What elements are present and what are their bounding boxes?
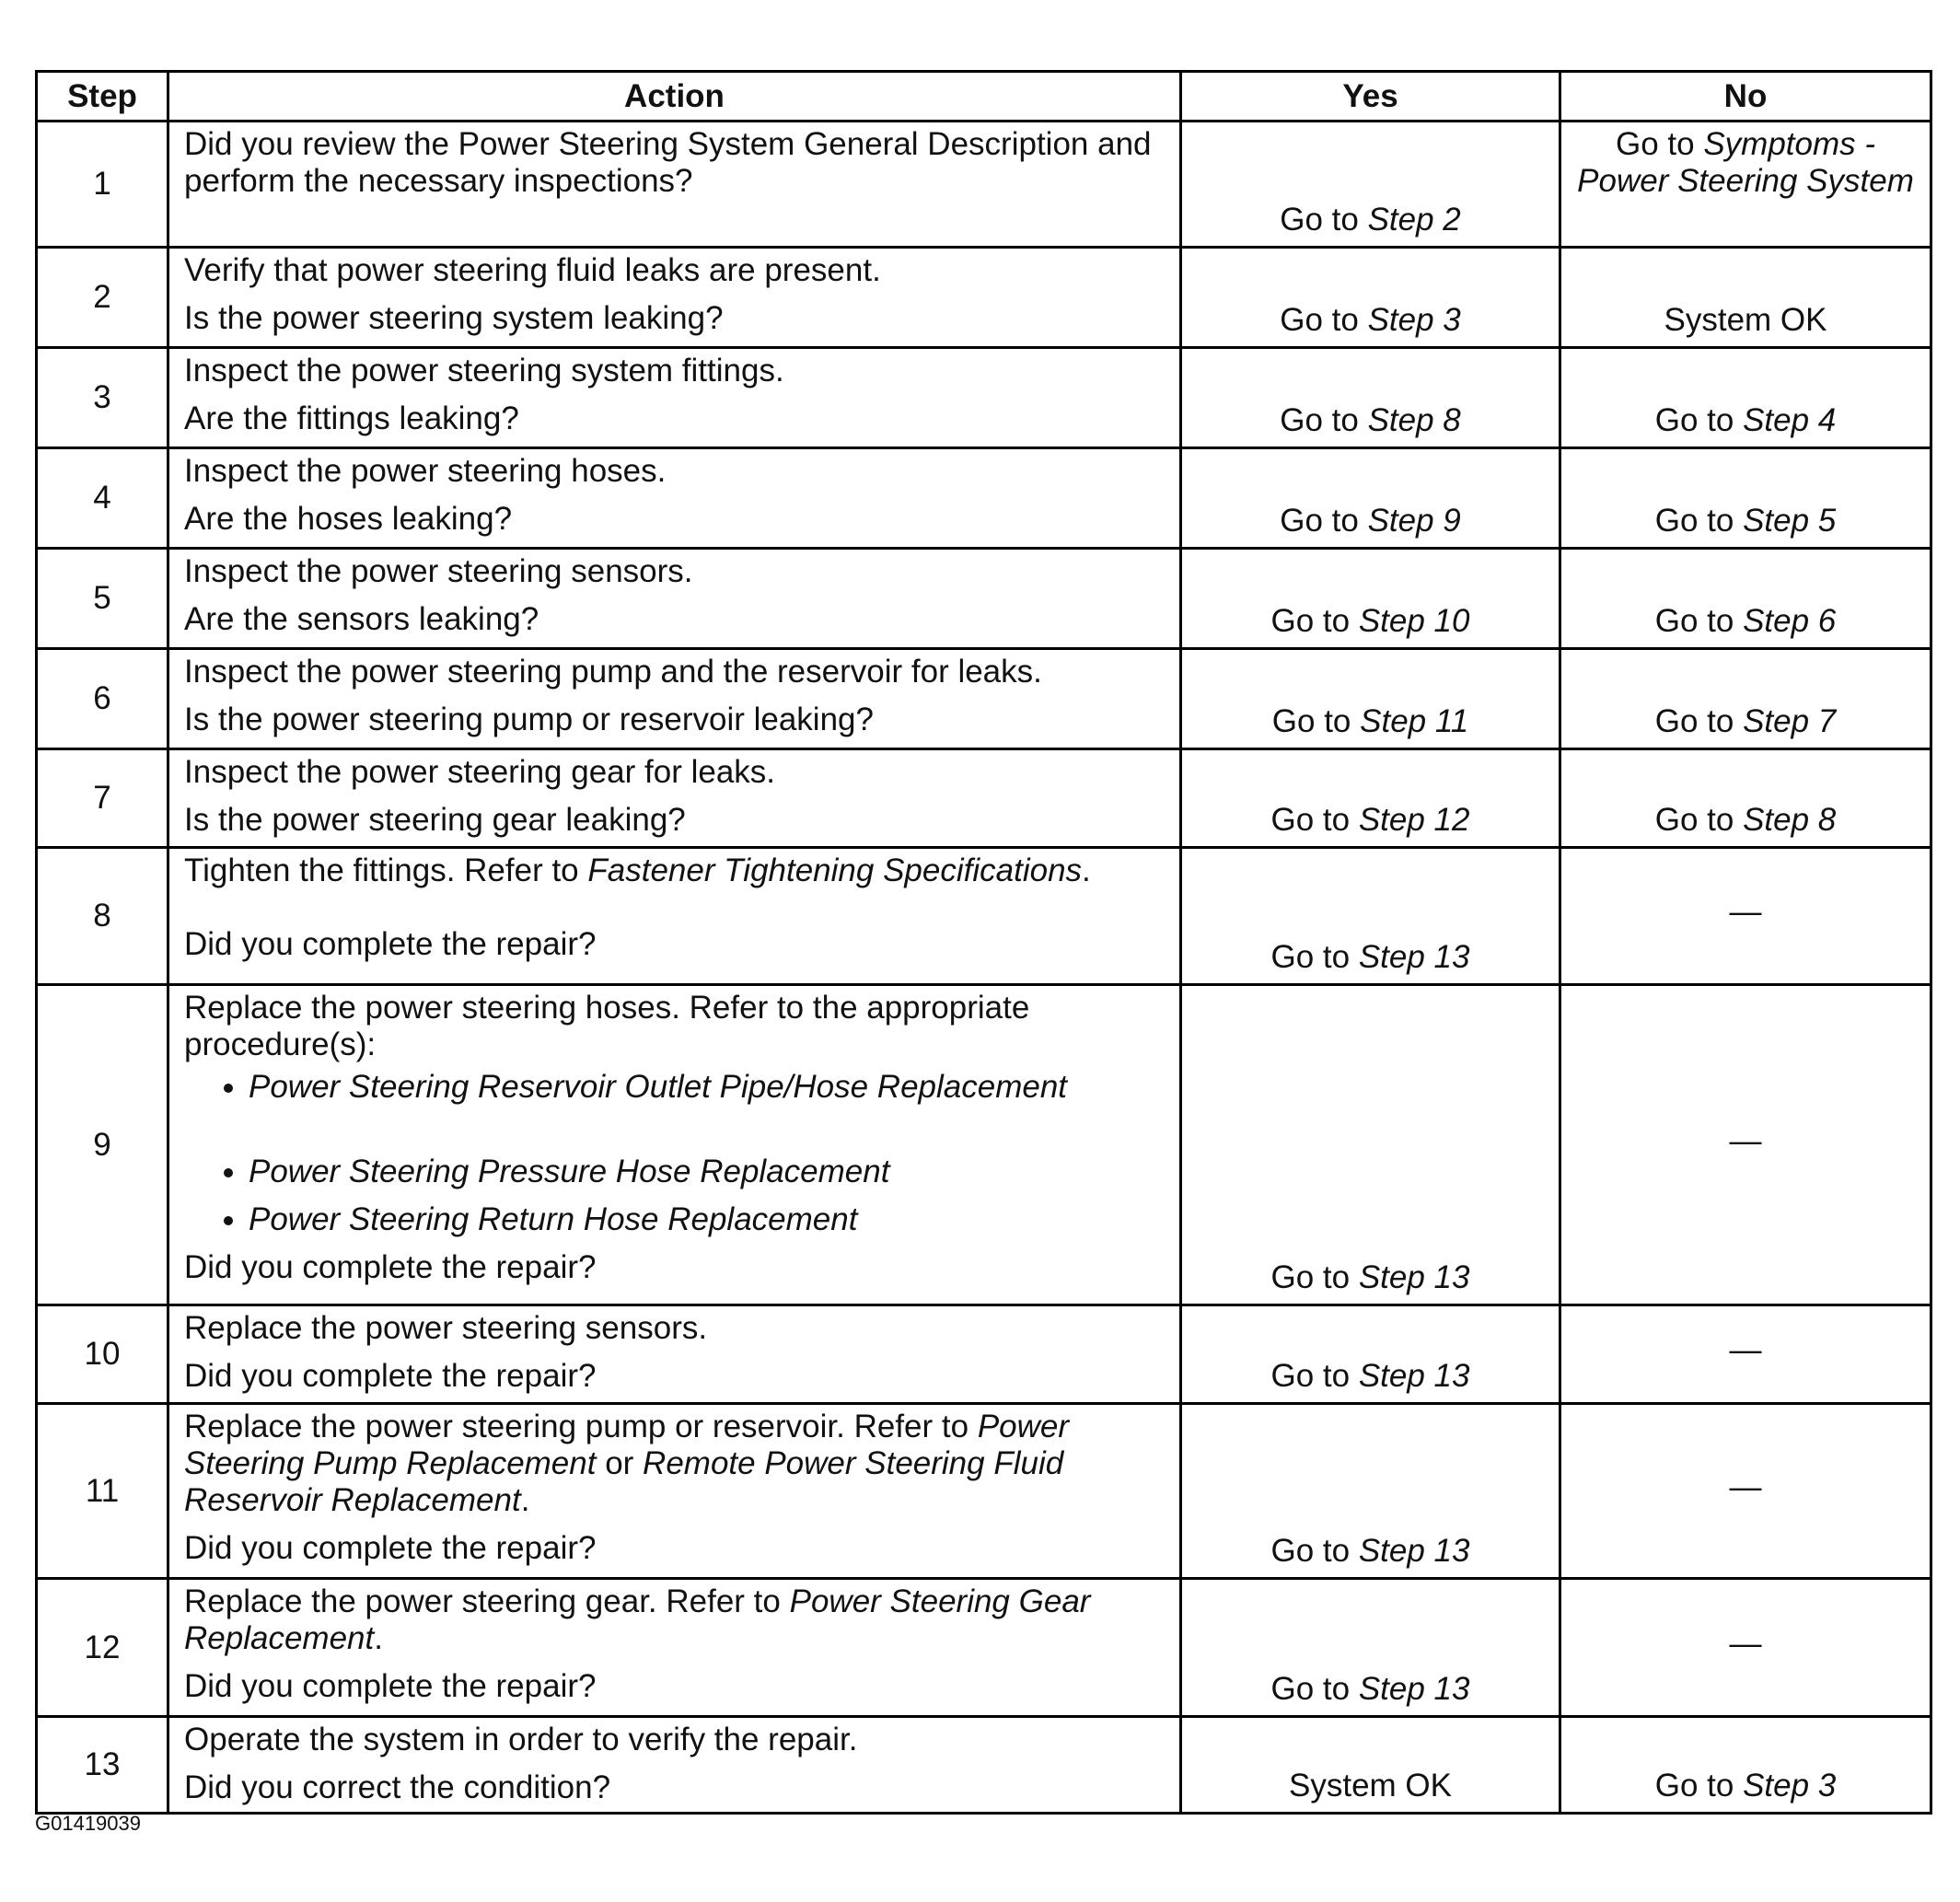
yes-step-ref: Step 8 [1367, 402, 1461, 438]
step-number: 2 [37, 248, 168, 348]
reference-link: Power Steering Gear Replacement [184, 1583, 1091, 1656]
step-number: 6 [37, 649, 168, 749]
no-cell: — [1560, 848, 1931, 985]
yes-cell [1181, 1404, 1560, 1579]
table-row [37, 348, 1931, 448]
step-number: 10 [37, 1305, 168, 1404]
yes-step-ref: Step 3 [1367, 302, 1461, 338]
action-prefix: Tighten the fittings. Refer to [184, 852, 588, 888]
step-number: 7 [37, 749, 168, 848]
yes-cell [1181, 749, 1560, 848]
yes-cell [1181, 848, 1560, 985]
figure-id: G01419039 [35, 1812, 141, 1835]
no-cell: — [1560, 985, 1931, 1305]
no-cell: — [1560, 1404, 1931, 1579]
action-text: Inspect the power steering gear for leaks. [184, 754, 776, 790]
yes-prefix: Go to [1280, 503, 1368, 539]
action-text: Replace the power steering sensors. [184, 1310, 708, 1346]
step-number: 9 [37, 985, 168, 1305]
yes-prefix: Go to [1270, 1533, 1359, 1569]
step-number: 1 [37, 122, 168, 248]
action-question: Did you correct the condition? [184, 1769, 611, 1805]
diagnostic-table-container [35, 70, 1930, 1815]
yes-cell [1181, 649, 1560, 749]
action-suffix: . [374, 1620, 383, 1656]
yes-step-ref: Step 13 [1358, 1358, 1470, 1394]
table-row [37, 985, 1931, 1305]
no-prefix: Go to [1654, 503, 1744, 539]
action-question: Did you complete the repair? [184, 1668, 597, 1704]
step-number: 8 [37, 848, 168, 985]
table-row [37, 649, 1931, 749]
procedure-item: • Power Steering Reservoir Outlet Pipe/Hose Replacement [249, 1069, 1165, 1106]
action-cell [168, 549, 1181, 649]
no-step-ref: Step 4 [1743, 402, 1837, 438]
yes-cell [1181, 348, 1560, 448]
action-text [184, 852, 1165, 889]
yes-prefix: Go to [1270, 1671, 1359, 1707]
action-cell [168, 1305, 1181, 1404]
procedure-list [184, 1069, 1165, 1238]
header-step: Step [37, 72, 168, 122]
action-cell [168, 649, 1181, 749]
action-text: Did you review the Power Steering System General Description and perform the necessary inspections? [184, 126, 1152, 199]
yes-cell [1181, 549, 1560, 649]
yes-prefix: Go to [1280, 302, 1368, 338]
step-number: 5 [37, 549, 168, 649]
action-question: Did you complete the repair? [184, 926, 597, 962]
yes-cell [1181, 1579, 1560, 1717]
table-row [37, 1404, 1931, 1579]
action-text [184, 1409, 1165, 1519]
table-row [37, 848, 1931, 985]
yes-prefix: Go to [1270, 939, 1359, 975]
action-cell [168, 1717, 1181, 1814]
action-suffix: . [520, 1482, 530, 1518]
no-prefix: Go to [1654, 703, 1744, 739]
yes-step-ref: Step 13 [1358, 1259, 1470, 1295]
action-question: Are the sensors leaking? [184, 601, 539, 637]
yes-prefix: Go to [1280, 402, 1368, 438]
yes-prefix: Go to [1280, 202, 1368, 238]
step-number: 4 [37, 448, 168, 549]
no-cell [1560, 348, 1931, 448]
header-row [37, 72, 1931, 122]
action-cell [168, 985, 1181, 1305]
table-row [37, 248, 1931, 348]
action-text: Inspect the power steering system fittings. [184, 353, 784, 389]
action-question: Did you complete the repair? [184, 1530, 597, 1566]
action-mid: or [596, 1445, 644, 1481]
yes-step-ref: Step 13 [1358, 1533, 1470, 1569]
no-cell: — [1560, 1305, 1931, 1404]
table-row [37, 749, 1931, 848]
no-cell [1560, 649, 1931, 749]
yes-cell [1181, 122, 1560, 248]
action-cell [168, 448, 1181, 549]
table-row [37, 1579, 1931, 1717]
action-prefix: Replace the power steering gear. Refer to [184, 1583, 790, 1619]
table-row [37, 122, 1931, 248]
step-number: 13 [37, 1717, 168, 1814]
action-text: Replace the power steering hoses. Refer to the appropriate procedure(s): [184, 990, 1030, 1062]
no-step-ref: Step 6 [1743, 603, 1837, 639]
yes-step-ref: Step 2 [1367, 202, 1461, 238]
step-number: 3 [37, 348, 168, 448]
step-number: 11 [37, 1404, 168, 1579]
action-cell [168, 348, 1181, 448]
yes-step-ref: Step 9 [1367, 503, 1461, 539]
no-cell [1560, 1717, 1931, 1814]
action-cell [168, 1404, 1181, 1579]
yes-cell [1181, 985, 1560, 1305]
no-cell [1560, 749, 1931, 848]
header-no: No [1560, 72, 1931, 122]
procedure-item: • Power Steering Return Hose Replacement [249, 1201, 1165, 1238]
yes-prefix: Go to [1271, 703, 1361, 739]
table-row [37, 448, 1931, 549]
table-row [37, 1305, 1931, 1404]
no-prefix: Go to [1654, 603, 1744, 639]
action-suffix: . [1082, 852, 1091, 888]
action-question: Is the power steering gear leaking? [184, 802, 686, 838]
yes-step-ref: Step 10 [1358, 603, 1470, 639]
no-cell: System OK [1560, 248, 1931, 348]
no-step-ref: Step 5 [1743, 503, 1837, 539]
table-row [37, 549, 1931, 649]
action-text: Inspect the power steering pump and the reservoir for leaks. [184, 654, 1042, 690]
no-cell [1560, 122, 1931, 248]
yes-prefix: Go to [1270, 603, 1359, 639]
action-text: Verify that power steering fluid leaks are present. [184, 252, 881, 288]
yes-cell: System OK [1181, 1717, 1560, 1814]
no-ref: Symptoms - Power Steering System [1577, 126, 1914, 199]
action-cell [168, 1579, 1181, 1717]
action-question: Is the power steering system leaking? [184, 300, 724, 336]
yes-cell [1181, 1305, 1560, 1404]
no-prefix: Go to [1654, 402, 1744, 438]
no-prefix: Go to [1615, 126, 1704, 162]
action-text: Inspect the power steering sensors. [184, 553, 693, 589]
action-question: Did you complete the repair? [184, 1358, 597, 1394]
action-question: Is the power steering pump or reservoir leaking? [184, 702, 874, 737]
action-text: Inspect the power steering hoses. [184, 453, 667, 489]
action-cell [168, 749, 1181, 848]
yes-cell [1181, 248, 1560, 348]
action-question: Are the hoses leaking? [184, 501, 513, 537]
yes-cell [1181, 448, 1560, 549]
action-text [184, 1583, 1165, 1657]
reference-link: Fastener Tightening Specifications [587, 852, 1083, 888]
no-step-ref: Step 7 [1743, 703, 1837, 739]
header-yes: Yes [1181, 72, 1560, 122]
no-cell [1560, 549, 1931, 649]
yes-step-ref: Step 12 [1358, 802, 1470, 838]
no-prefix: Go to [1654, 1768, 1744, 1803]
no-prefix: Go to [1654, 802, 1744, 838]
reference-link: Remote Power Steering Fluid Reservoir Replacement [184, 1445, 1064, 1518]
action-cell [168, 122, 1181, 248]
no-cell [1560, 448, 1931, 549]
yes-prefix: Go to [1270, 1259, 1359, 1295]
procedure-item: • Power Steering Pressure Hose Replacement [249, 1154, 1165, 1190]
action-cell [168, 248, 1181, 348]
reference-link: Power Steering Pump Replacement [184, 1409, 1070, 1481]
step-number: 12 [37, 1579, 168, 1717]
yes-step-ref: Step 13 [1358, 1671, 1470, 1707]
no-step-ref: Step 8 [1743, 802, 1837, 838]
yes-prefix: Go to [1270, 802, 1359, 838]
yes-step-ref: Step 11 [1360, 703, 1469, 739]
action-question: Are the fittings leaking? [184, 400, 519, 436]
action-prefix: Replace the power steering pump or reservoir. Refer to [184, 1409, 978, 1444]
no-cell: — [1560, 1579, 1931, 1717]
action-text: Operate the system in order to verify the repair. [184, 1722, 858, 1757]
diagnostic-table [35, 70, 1932, 1815]
yes-step-ref: Step 13 [1358, 939, 1470, 975]
yes-prefix: Go to [1270, 1358, 1359, 1394]
no-step-ref: Step 3 [1743, 1768, 1837, 1803]
action-cell [168, 848, 1181, 985]
header-action: Action [168, 72, 1181, 122]
table-row [37, 1717, 1931, 1814]
action-question: Did you complete the repair? [184, 1249, 597, 1285]
